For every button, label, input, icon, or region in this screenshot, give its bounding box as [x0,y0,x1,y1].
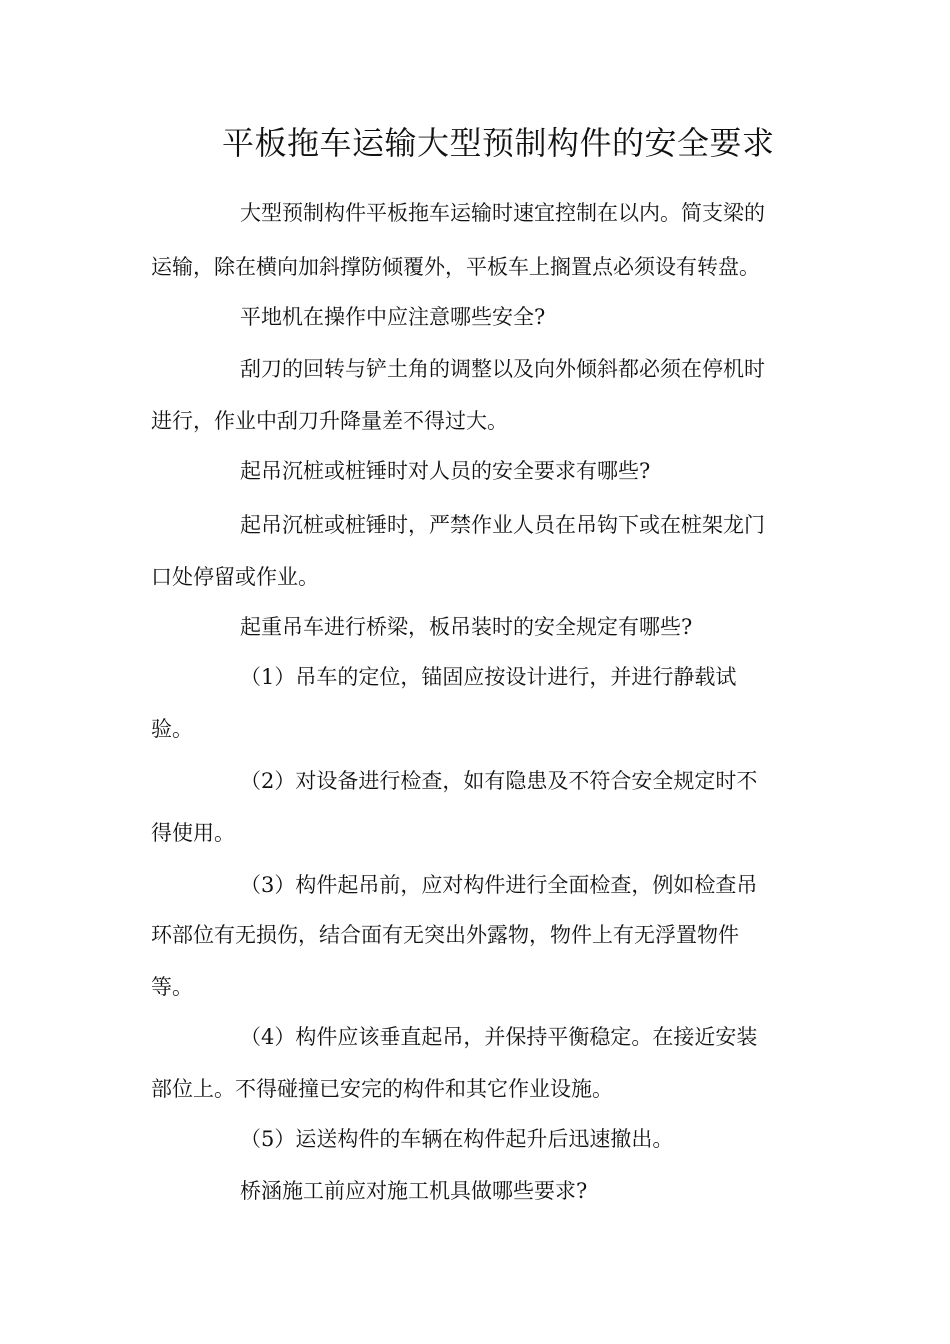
question-line: 桥涵施工前应对施工机具做哪些要求? [240,1179,588,1203]
list-item-line: 环部位有无损伤，结合面有无突出外露物，物件上有无浮置物件 [151,923,739,947]
question-line: 起吊沉桩或桩锤时对人员的安全要求有哪些? [240,459,651,483]
list-item-line: 验。 [151,717,193,741]
list-item-line: 部位上。不得碰撞已安完的构件和其它作业设施。 [151,1077,613,1101]
question-line: 平地机在操作中应注意哪些安全? [240,305,546,329]
question-line: 起重吊车进行桥梁，板吊装时的安全规定有哪些? [240,615,693,639]
paragraph-line: 口处停留或作业。 [151,565,319,589]
list-item-line: （3）构件起吊前，应对构件进行全面检查，例如检查吊 [240,873,758,897]
list-item-line: 等。 [151,975,193,999]
list-item-line: （5）运送构件的车辆在构件起升后迅速撤出。 [240,1127,674,1151]
paragraph-line: 起吊沉桩或桩锤时，严禁作业人员在吊钩下或在桩架龙门 [240,513,765,537]
paragraph-line: 刮刀的回转与铲土角的调整以及向外倾斜都必须在停机时 [240,357,765,381]
paragraph-line: 运输，除在横向加斜撑防倾覆外，平板车上搁置点必须设有转盘。 [151,255,760,279]
paragraph-line: 进行，作业中刮刀升降量差不得过大。 [151,409,508,433]
document-title: 平板拖车运输大型预制构件的安全要求 [222,124,775,162]
list-item-line: 得使用。 [151,821,235,845]
list-item-line: （4）构件应该垂直起吊，并保持平衡稳定。在接近安装 [240,1025,758,1049]
paragraph-line: 大型预制构件平板拖车运输时速宜控制在以内。简支梁的 [240,201,765,225]
list-item-line: （2）对设备进行检查，如有隐患及不符合安全规定时不 [240,769,758,793]
list-item-line: （1）吊车的定位，锚固应按设计进行，并进行静载试 [240,665,737,689]
